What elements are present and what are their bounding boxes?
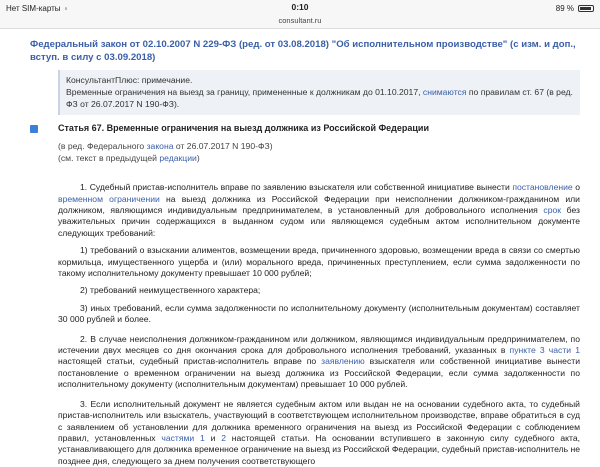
status-bar: [0, 0, 600, 16]
address-bar[interactable]: consultant.ru: [0, 16, 600, 29]
link-temporary-restriction[interactable]: временном ограничении: [58, 193, 160, 204]
document-title[interactable]: Федеральный закон от 02.10.2007 N 229-ФЗ (ред. от 03.08.2018) "Об исполнительном производстве" (с изм. и доп., вступ. в силу с 03.09.2018): [30, 39, 576, 63]
note-heading: КонсультантПлюс: примечание.: [66, 75, 193, 85]
note-link-lifted[interactable]: снимаются: [422, 87, 467, 97]
paragraph-1-item-2: 2) требований неимущественного характера;: [80, 285, 261, 296]
article-marker-icon[interactable]: [30, 125, 38, 133]
carrier-label: Нет SIM-карты: [6, 3, 61, 13]
paragraph-2: 2. В случае неисполнения должником-гражданином или должником, являющимся индивидуальным предпринимателем, по истечении двух месяцев со дня окончания срока для добровольного исполнения требований, указанных в пункте 3 части 1 настоящей статьи, судебный пристав-исполнитель вправе по заявлению взыскателя или собственной инициативе вынести постановление о временном ограничении на выезд должника из Российской Федерации, если сумма задолженности по исполнительному документу (исполнительным документам) превышает 10 000 рублей.: [58, 333, 580, 390]
link-part-2[interactable]: 2: [221, 432, 226, 443]
consultant-note: [58, 70, 580, 115]
article-header: [30, 123, 580, 134]
link-application[interactable]: заявлению: [321, 356, 365, 367]
link-postanovlenie[interactable]: постановление: [512, 182, 573, 193]
previous-edition-note: (см. текст в предыдущей редакции): [58, 153, 200, 164]
link-deadline[interactable]: срок: [543, 205, 562, 216]
document-content: [0, 29, 600, 467]
paragraph-1-item-1: 1) требований о взыскании алиментов, возмещении вреда, причиненного здоровью, возмещении вреда в связи со смертью кормильца, имущественного ущерба и (или) морального вреда, причиненных преступлением, если сумма задолженности по такому исполнительному документу превышает 10 000 рублей;: [58, 245, 580, 279]
link-point-3-part-1[interactable]: пункте 3 части 1: [509, 345, 580, 356]
battery-label: 89 %: [555, 3, 574, 13]
law-link[interactable]: закона: [146, 141, 174, 152]
paragraph-1: 1. Судебный пристав-исполнитель вправе по заявлению взыскателя или собственной инициативе вынести постановление о временном ограничении на выезд должника из Российской Федерации при неисполнении должником-гражданином или должником, являющимся индивидуальным предпринимателем, в установленный для добровольного исполнения срок без уважительных причин содержащихся в выданном судом или являющемся судебным актом исполнительном документе следующих требований:: [58, 182, 580, 238]
link-parts-1[interactable]: частями 1: [161, 432, 205, 443]
paragraph-3: 3. Если исполнительный документ не является судебным актом или выдан не на основании судебного акта, то судебный пристав-исполнитель или взыскатель, участвующий в соответствующем исполнительном производстве, вправе обратиться в суд с заявлением об установлении для должника временного ограничения на выезд из Российской Федерации с соблюдением правил, установленных частями 1 и 2 настоящей статьи. На основании вступившего в законную силу судебного акта, устанавливающего для должника временное ограничение на выезд из Российской Федерации, судебный пристав-исполнитель не позднее дня, следующего за днем получения соответствующего: [58, 398, 580, 466]
paragraph-1-item-3: 3) иных требований, если сумма задолженности по исполнительному документу (исполнительным документам) составляет 30 000 рублей и более.: [58, 302, 580, 325]
wifi-icon: ◦: [64, 3, 68, 13]
battery-icon: [578, 5, 594, 12]
article-heading: Статья 67. Временные ограничения на выезд должника из Российской Федерации: [58, 123, 429, 133]
previous-edition-link[interactable]: редакции: [159, 153, 197, 164]
note-text: Временные ограничения на выезд за границу, примененные к должникам до 01.10.2017, снимаются по правилам ст. 67 (в ред. ФЗ от 26.07.2017 N 190-ФЗ).: [66, 87, 573, 109]
clock: 0:10: [291, 2, 309, 12]
edition-note: (в ред. Федерального закона от 26.07.2017 N 190-ФЗ): [58, 141, 273, 152]
